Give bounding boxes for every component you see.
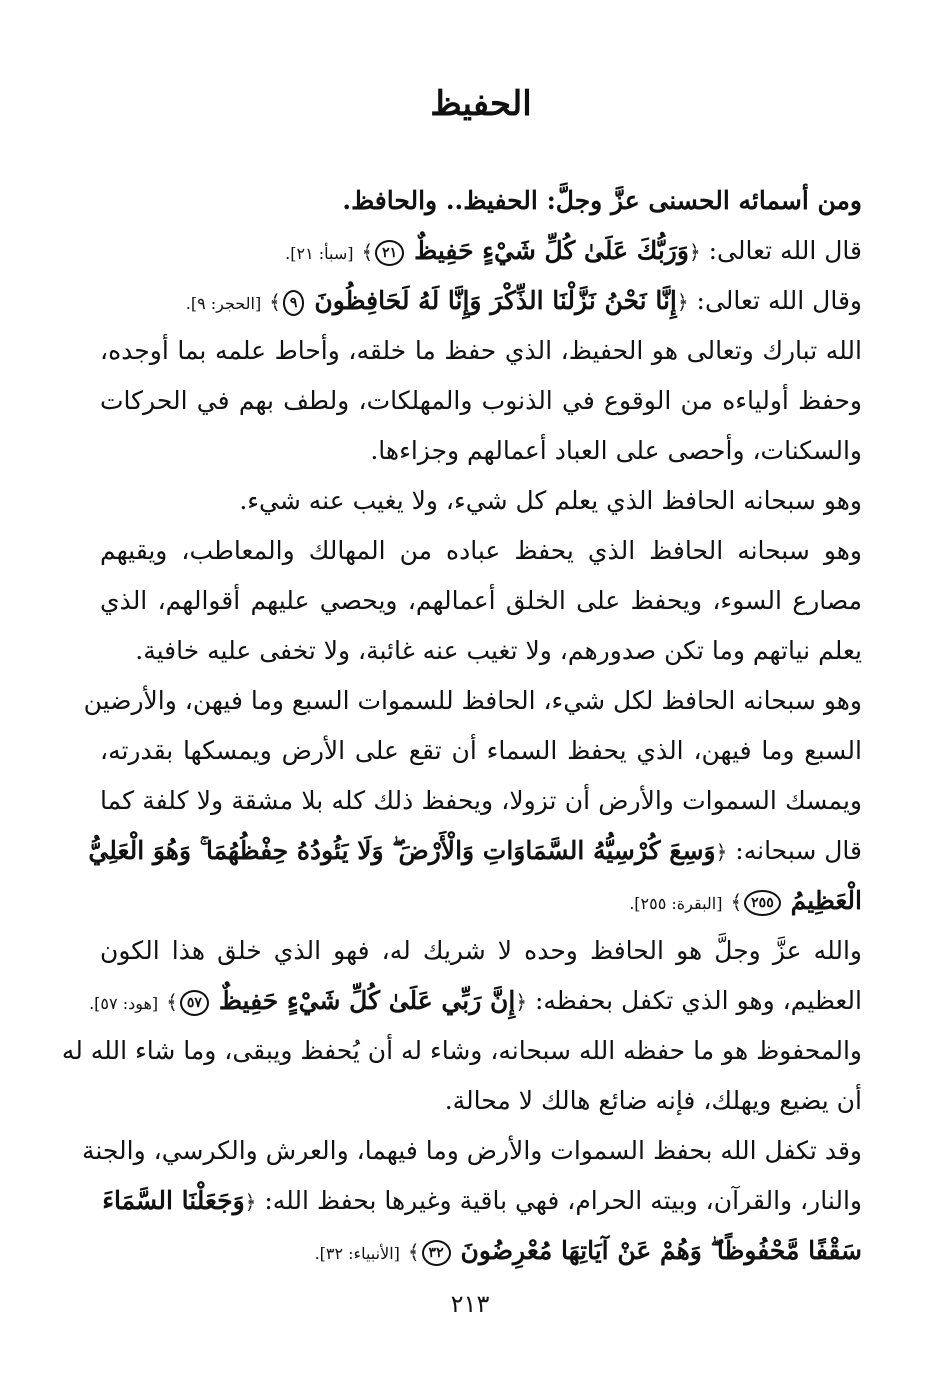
verse-line-anbiya-end — [100, 1226, 862, 1276]
intro-line — [100, 176, 862, 226]
verse-line-hud — [89, 976, 862, 1026]
ornate-bracket-open-icon: ﴿ — [515, 990, 528, 1014]
intro-text: ومن أسمائه الحسنى عزَّ وجلَّ: الحفيظ.. والحافظ. — [342, 186, 862, 215]
verse-number-badge: ٣٢ — [422, 1240, 451, 1266]
verse-line-baqarah — [88, 826, 862, 876]
ornate-bracket-open-icon: ﴿ — [688, 240, 701, 264]
body-line: مصارع السوء، ويحفظ على الخلق أعمالهم، ويحصي عليهم أقوالهم، الذي — [100, 586, 862, 615]
body-line: وحفظ أولياءه من الوقوع في الذنوب والمهلكات، ولطف بهم في الحركات — [100, 386, 862, 415]
page-number: ٢١٣ — [450, 1290, 490, 1318]
body-line: وهو سبحانه الحافظ الذي يعلم كل شيء، ولا يغيب عنه شيء. — [239, 486, 862, 515]
quran-verse: وَسِعَ كُرْسِيُّهُ السَّمَاوَاتِ وَالْأَرْضَ ۖ وَلَا يَئُودُهُ حِفْظُهُمَا ۚ وَهُوَ الْعَلِيُّ — [88, 836, 716, 865]
verse-line-hijr — [100, 276, 862, 326]
body-line: والمحفوظ هو ما حفظه الله سبحانه، وشاء له أن يُحفظ ويبقى، وما شاء الله له — [61, 1036, 862, 1065]
body-line: وهو سبحانه الحافظ لكل شيء، الحافظ للسموات السبع وما فيهن، والأرضين — [83, 686, 862, 715]
quran-verse: إِنَّ رَبِّي عَلَىٰ كُلِّ شَيْءٍ حَفِيظٌ — [218, 986, 516, 1015]
ornate-bracket-close-icon: ﴾ — [730, 890, 743, 914]
ornate-bracket-open-icon: ﴿ — [244, 1190, 257, 1214]
body-line: وقد تكفل الله بحفظ السموات والأرض وما فيهما، والعرش والكرسي، والجنة — [81, 1136, 862, 1165]
verse-number-badge: ٢١ — [375, 240, 404, 266]
verse-number-badge: ٥٧ — [180, 990, 209, 1016]
quran-verse: وَرَبُّكَ عَلَىٰ كُلِّ شَيْءٍ حَفِيظٌ — [414, 236, 689, 265]
quran-verse: وَجَعَلْنَا السَّمَاءَ — [102, 1186, 245, 1215]
body-line: والسكنات، وأحصى على العباد أعمالهم وجزاءها. — [370, 436, 862, 465]
verse-reference: [سبأ: ٢١]. — [285, 244, 354, 263]
verse-reference: [الأنبياء: ٣٢]. — [314, 1244, 400, 1263]
verse-line-baqarah-end — [100, 876, 862, 926]
verse-intro: العظيم، وهو الذي تكفل بحفظه: — [534, 986, 862, 1015]
verse-reference: [البقرة: ٢٥٥]. — [629, 894, 723, 913]
body-line: ويمسك السموات والأرض أن تزولا، ويحفظ ذلك كله بلا مشقة ولا كلفة كما — [100, 786, 862, 815]
ornate-bracket-open-icon: ﴿ — [676, 290, 689, 314]
ornate-bracket-close-icon: ﴾ — [269, 290, 281, 314]
body-line: أن يضيع ويهلك، فإنه ضائع هالك لا محالة. — [444, 1086, 862, 1115]
body-line: وهو سبحانه الحافظ الذي يحفظ عباده من المهالك والمعاطب، ويقيهم — [100, 536, 862, 565]
body-line: السبع وما فيهن، الذي يحفظ السماء أن تقع على الأرض ويمسكها بقدرته، — [100, 736, 862, 765]
body-line: يعلم نياتهم وما تكن صدورهم، ولا تغيب عنه غائبة، ولا تخفى عليه خافية. — [135, 636, 862, 665]
verse-intro: وقال الله تعالى: — [696, 286, 862, 315]
verse-line-saba — [100, 226, 862, 276]
body-line: الله تبارك وتعالى هو الحفيظ، الذي حفظ ما خلقه، وأحاط علمه بما أوجده، — [100, 336, 862, 365]
body-line: والله عزَّ وجلَّ هو الحافظ وحده لا شريك له، فهو الذي خلق هذا الكون — [100, 936, 862, 965]
verse-number-badge: ٩ — [283, 290, 305, 316]
quran-verse: إِنَّا نَحْنُ نَزَّلْنَا الذِّكْرَ وَإِنَّا لَهُ لَحَافِظُونَ — [314, 286, 677, 315]
verse-number-badge: ٢٥٥ — [744, 890, 781, 916]
verse-intro: والنار، والقرآن، وبيته الحرام، فهي باقية وغيرها بحفظ الله: — [264, 1186, 862, 1215]
verse-reference: [الحجر: ٩]. — [185, 294, 262, 313]
quran-verse: الْعَظِيمُ — [790, 886, 862, 915]
verse-intro: قال الله تعالى: — [708, 236, 862, 265]
verse-intro: قال سبحانه: — [735, 836, 862, 865]
ornate-bracket-close-icon: ﴾ — [407, 1240, 420, 1264]
verse-line-anbiya — [100, 1176, 862, 1226]
ornate-bracket-close-icon: ﴾ — [361, 240, 374, 264]
page-title: الحفيظ — [430, 84, 532, 124]
ornate-bracket-close-icon: ﴾ — [166, 990, 178, 1014]
quran-verse: سَقْفًا مَّحْفُوظًا ۖ وَهُمْ عَنْ آيَاتِهَا مُعْرِضُونَ — [460, 1236, 862, 1265]
verse-reference: [هود: ٥٧]. — [89, 994, 159, 1013]
ornate-bracket-open-icon: ﴿ — [715, 840, 728, 864]
